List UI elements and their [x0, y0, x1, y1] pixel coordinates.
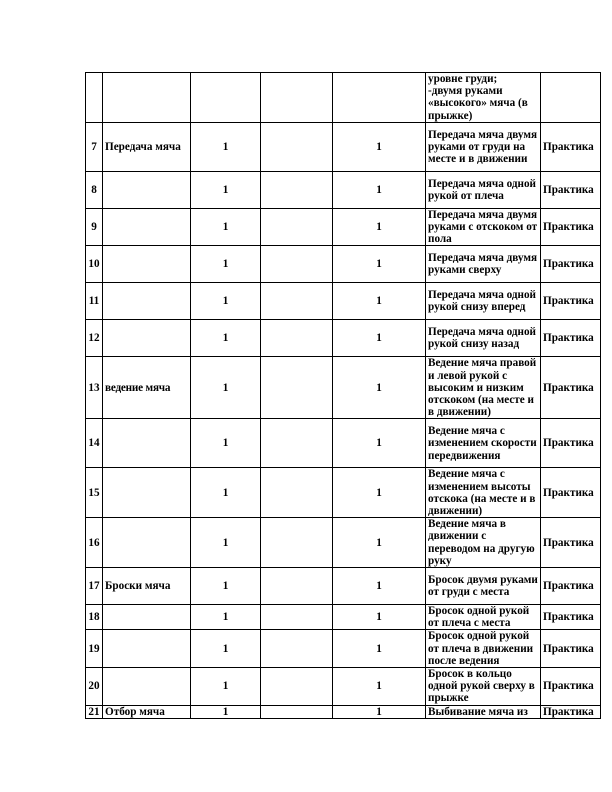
table-row [86, 357, 601, 419]
row-theory [261, 605, 333, 630]
row-theory [261, 419, 333, 468]
row-number: 13 [86, 357, 103, 419]
row-practice: 1 [333, 630, 426, 668]
row-topic [103, 605, 191, 630]
table-row [86, 518, 601, 568]
row-theory [261, 208, 333, 246]
row-hours: 1 [191, 705, 261, 718]
row-practice: 1 [333, 668, 426, 706]
row-theory [261, 320, 333, 357]
row-hours: 1 [191, 568, 261, 605]
row-form: Практика [541, 568, 601, 605]
row-topic: ведение мяча [103, 357, 191, 419]
table-row [86, 705, 601, 718]
row-hours: 1 [191, 283, 261, 320]
row-content: Бросок в кольцо одной рукой сверху в прыжке [426, 668, 541, 706]
row-content: Передача мяча одной рукой от плеча [426, 171, 541, 208]
row-theory [261, 630, 333, 668]
row-number: 11 [86, 283, 103, 320]
row-theory [261, 246, 333, 283]
row-theory [261, 705, 333, 718]
row-hours: 1 [191, 518, 261, 568]
row-form: Практика [541, 630, 601, 668]
row-theory [261, 568, 333, 605]
row-topic: Броски мяча [103, 568, 191, 605]
row-number: 7 [86, 122, 103, 171]
row-practice: 1 [333, 357, 426, 419]
row-practice: 1 [333, 171, 426, 208]
row-topic [103, 668, 191, 706]
row-topic [103, 320, 191, 357]
row-practice: 1 [333, 705, 426, 718]
row-hours: 1 [191, 208, 261, 246]
row-number: 17 [86, 568, 103, 605]
row-form: Практика [541, 246, 601, 283]
row-number: 12 [86, 320, 103, 357]
row-practice: 1 [333, 419, 426, 468]
row-content: Ведение мяча с изменением скорости передвижения [426, 419, 541, 468]
row-hours: 1 [191, 246, 261, 283]
table-row [86, 208, 601, 246]
row-content: Выбивание мяча из [426, 705, 541, 718]
row-theory [261, 357, 333, 419]
table-row [86, 668, 601, 706]
table-row [86, 468, 601, 518]
table-row [86, 122, 601, 171]
row-practice: 1 [333, 468, 426, 518]
row-number: 18 [86, 605, 103, 630]
row-practice: 1 [333, 320, 426, 357]
row-content: Передача мяча двумя руками с отскоком от пола [426, 208, 541, 246]
row-topic [103, 518, 191, 568]
lesson-plan-table [85, 72, 601, 719]
row-topic [103, 468, 191, 518]
row-number: 14 [86, 419, 103, 468]
row-content: Передача мяча одной рукой снизу вперед [426, 283, 541, 320]
row-theory [261, 668, 333, 706]
row-hours: 1 [191, 668, 261, 706]
row-content: Ведение мяча с изменением высоты отскока (на месте и в движении) [426, 468, 541, 518]
row-form: Практика [541, 171, 601, 208]
row-topic [103, 208, 191, 246]
row-number: 19 [86, 630, 103, 668]
row-content: Ведение мяча в движении с переводом на другую руку [426, 518, 541, 568]
row-hours: 1 [191, 171, 261, 208]
row-form: Практика [541, 705, 601, 718]
row-theory [261, 171, 333, 208]
row-content: Бросок одной рукой от плеча в движении после ведения [426, 630, 541, 668]
row-form: Практика [541, 605, 601, 630]
table-row [86, 568, 601, 605]
row-topic [103, 419, 191, 468]
row-practice: 1 [333, 605, 426, 630]
row-content: уровне груди; -двумя руками «высокого» мяча (в прыжке) [426, 73, 541, 123]
row-practice: 1 [333, 122, 426, 171]
row-hours: 1 [191, 630, 261, 668]
row-form: Практика [541, 320, 601, 357]
row-practice [333, 73, 426, 123]
row-form: Практика [541, 357, 601, 419]
row-theory [261, 73, 333, 123]
row-number: 20 [86, 668, 103, 706]
row-number: 21 [86, 705, 103, 718]
row-topic [103, 73, 191, 123]
table-row [86, 605, 601, 630]
row-form: Практика [541, 468, 601, 518]
row-content: Ведение мяча правой и левой рукой с высоким и низким отскоком (на месте и в движении) [426, 357, 541, 419]
row-practice: 1 [333, 246, 426, 283]
row-hours: 1 [191, 605, 261, 630]
row-content: Передача мяча двумя руками от груди на месте и в движении [426, 122, 541, 171]
row-number: 16 [86, 518, 103, 568]
row-theory [261, 122, 333, 171]
row-number: 15 [86, 468, 103, 518]
row-hours: 1 [191, 357, 261, 419]
row-content: Бросок двумя руками от груди с места [426, 568, 541, 605]
row-form: Практика [541, 518, 601, 568]
row-topic [103, 630, 191, 668]
row-hours: 1 [191, 320, 261, 357]
row-practice: 1 [333, 208, 426, 246]
row-hours: 1 [191, 419, 261, 468]
row-number [86, 73, 103, 123]
row-theory [261, 518, 333, 568]
table-row [86, 283, 601, 320]
row-practice: 1 [333, 568, 426, 605]
table-row [86, 171, 601, 208]
row-content: Бросок одной рукой от плеча с места [426, 605, 541, 630]
row-hours [191, 73, 261, 123]
table-row [86, 320, 601, 357]
row-form: Практика [541, 283, 601, 320]
row-content: Передача мяча двумя руками сверху [426, 246, 541, 283]
row-hours: 1 [191, 468, 261, 518]
row-hours: 1 [191, 122, 261, 171]
row-practice: 1 [333, 283, 426, 320]
row-topic: Отбор мяча [103, 705, 191, 718]
row-theory [261, 468, 333, 518]
row-number: 9 [86, 208, 103, 246]
row-form: Практика [541, 122, 601, 171]
table-row [86, 630, 601, 668]
row-form: Практика [541, 208, 601, 246]
table-row [86, 246, 601, 283]
row-theory [261, 283, 333, 320]
row-number: 8 [86, 171, 103, 208]
table-row [86, 73, 601, 123]
row-form: Практика [541, 419, 601, 468]
table-row [86, 419, 601, 468]
row-content: Передача мяча одной рукой снизу назад [426, 320, 541, 357]
row-form [541, 73, 601, 123]
row-topic [103, 283, 191, 320]
row-topic [103, 246, 191, 283]
row-topic: Передача мяча [103, 122, 191, 171]
row-topic [103, 171, 191, 208]
row-number: 10 [86, 246, 103, 283]
row-practice: 1 [333, 518, 426, 568]
row-form: Практика [541, 668, 601, 706]
